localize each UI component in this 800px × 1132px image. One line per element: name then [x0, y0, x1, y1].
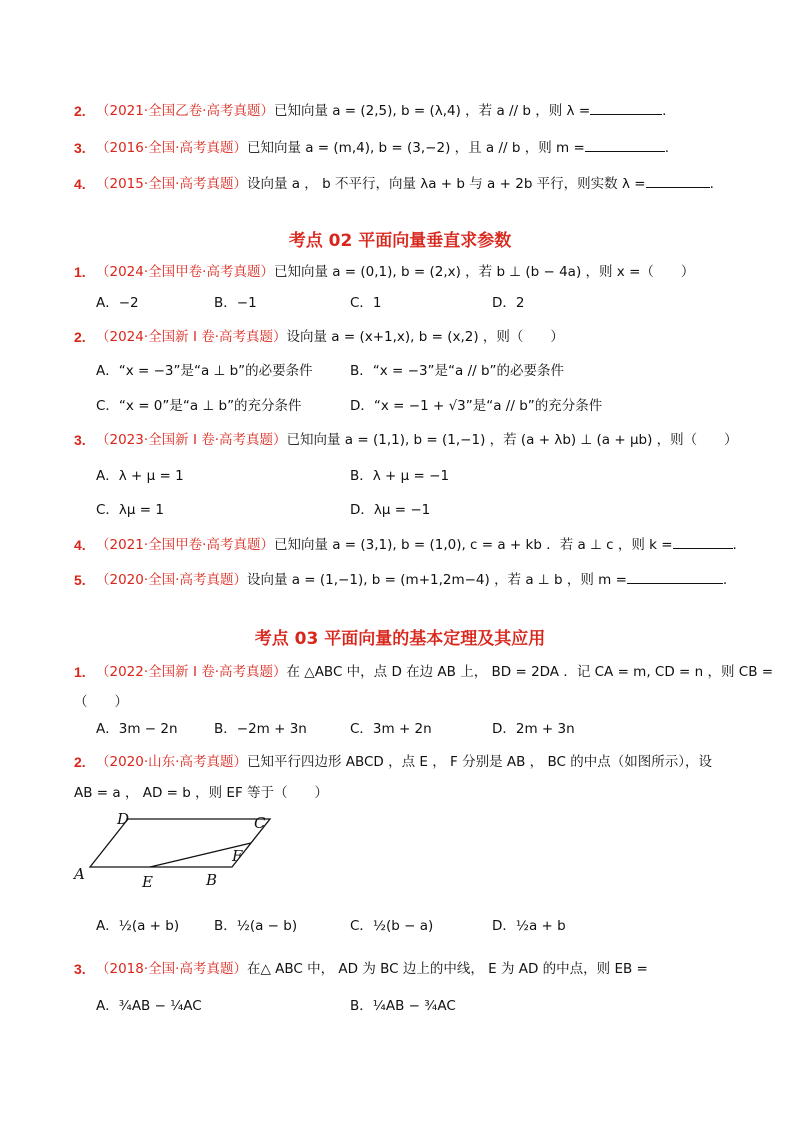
option-a[interactable]: A．½(a + b) — [96, 918, 180, 934]
option-d[interactable]: D．λμ = −1 — [350, 502, 431, 518]
answer-blank[interactable] — [646, 175, 710, 188]
option-a[interactable]: A．−2 — [96, 295, 139, 311]
question-text: 已知向量 a = (m,4), b = (3,−2) ，且 a // b ，则 m = — [246, 140, 585, 156]
option-a[interactable]: A．λ + μ = 1 — [96, 468, 184, 484]
option-b[interactable]: B．λ + μ = −1 — [350, 468, 450, 484]
question-continuation: （ ） — [74, 694, 128, 710]
question-text: 已知向量 a = (1,1), b = (1,−1) ，若 (a + λb) ⊥ (a + μb) ，则（ ） — [286, 432, 738, 448]
label-c: C — [254, 814, 266, 832]
option-b[interactable]: B．“x = −3”是“a // b”的必要条件 — [350, 363, 565, 379]
label-a: A — [74, 865, 85, 883]
section-heading-02: 考点 02 平面向量垂直求参数 — [288, 231, 512, 251]
option-b[interactable]: B．½(a − b) — [214, 918, 298, 934]
question-text: 在△ ABC 中， AD 为 BC 边上的中线， E 为 AD 的中点，则 EB = — [246, 961, 648, 977]
question-text: 设向量 a = (1,−1), b = (m+1,2m−4) ，若 a ⊥ b ，则 m = — [246, 572, 627, 588]
question-text: 已知向量 a = (3,1), b = (1,0), c = a + kb ．若 a ⊥ c ，则 k = — [273, 537, 673, 553]
question-source: （2016·全国·高考真题） — [96, 140, 247, 156]
label-f: F — [232, 847, 243, 865]
question-source: （2020·全国·高考真题） — [96, 572, 247, 588]
option-c[interactable]: C．½(b − a) — [350, 918, 434, 934]
label-b: B — [206, 871, 218, 889]
question-source: （2024·全国新 I 卷·高考真题） — [96, 329, 287, 345]
option-d[interactable]: D．½a + b — [492, 918, 566, 934]
option-c[interactable]: C．1 — [350, 295, 382, 311]
question-source: （2018·全国·高考真题） — [96, 961, 247, 977]
option-b[interactable]: B．¼AB − ¾AC — [350, 998, 456, 1014]
question-text: 设向量 a = (x+1,x), b = (x,2) ，则（ ） — [286, 329, 564, 345]
question-continuation: AB = a ， AD = b ，则 EF 等于（ ） — [74, 785, 329, 801]
label-e: E — [142, 873, 153, 891]
option-c[interactable]: C．3m + 2n — [350, 721, 432, 737]
parallelogram-diagram — [70, 805, 290, 895]
question-text: 已知平行四边形 ABCD ，点 E ， F 分别是 AB ， BC 的中点（如图所示），设 — [246, 754, 712, 770]
option-a[interactable]: A．¾AB − ¼AC — [96, 998, 202, 1014]
question-source: （2015·全国·高考真题） — [96, 176, 247, 192]
option-b[interactable]: B．−2m + 3n — [214, 721, 307, 737]
section-heading-03: 考点 03 平面向量的基本定理及其应用 — [254, 629, 546, 649]
option-d[interactable]: D．“x = −1 + √3”是“a // b”的充分条件 — [350, 398, 603, 414]
question-source: （2023·全国新 I 卷·高考真题） — [96, 432, 287, 448]
option-d[interactable]: D．2m + 3n — [492, 721, 575, 737]
option-d[interactable]: D．2 — [492, 295, 525, 311]
option-b[interactable]: B．−1 — [214, 295, 257, 311]
question-source: （2024·全国甲卷·高考真题） — [96, 264, 274, 280]
question-source: （2020·山东·高考真题） — [96, 754, 247, 770]
question-source: （2022·全国新 I 卷·高考真题） — [96, 664, 287, 680]
answer-blank[interactable] — [590, 102, 662, 115]
question-text: 在 △ABC 中，点 D 在边 AB 上， BD = 2DA ．记 CA = m, CD = n ，则 CB = — [286, 664, 774, 680]
option-a[interactable]: A．“x = −3”是“a ⊥ b”的必要条件 — [96, 363, 313, 379]
answer-blank[interactable] — [585, 139, 665, 152]
answer-blank[interactable] — [673, 536, 733, 549]
question-text: 已知向量 a = (2,5), b = (λ,4) ，若 a // b ，则 λ = — [273, 103, 591, 119]
question-source: （2021·全国甲卷·高考真题） — [96, 537, 274, 553]
option-c[interactable]: C．λμ = 1 — [96, 502, 164, 518]
label-d: D — [117, 810, 130, 828]
answer-blank[interactable] — [627, 571, 723, 584]
option-a[interactable]: A．3m − 2n — [96, 721, 178, 737]
question-text: 已知向量 a = (0,1), b = (2,x) ，若 b ⊥ (b − 4a) ，则 x =（ ） — [273, 264, 695, 280]
option-c[interactable]: C．“x = 0”是“a ⊥ b”的充分条件 — [96, 398, 302, 414]
question-text: 设向量 a ， b 不平行，向量 λa + b 与 a + 2b 平行，则实数 λ = — [246, 176, 646, 192]
question-source: （2021·全国乙卷·高考真题） — [96, 103, 274, 119]
